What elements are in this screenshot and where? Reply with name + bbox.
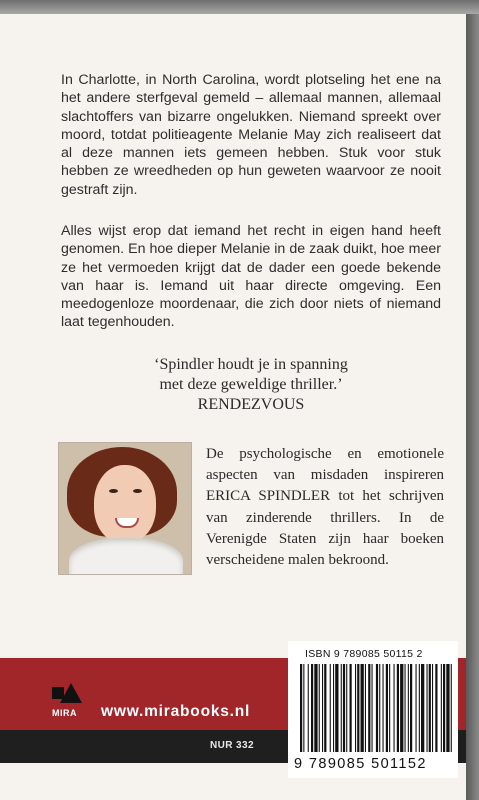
barcode-stripe <box>416 664 417 752</box>
barcode-stripe <box>322 664 323 752</box>
barcode-stripe <box>446 664 449 752</box>
barcode-stripe <box>421 664 424 752</box>
barcode-stripe <box>350 664 352 752</box>
barcode-stripe <box>379 664 380 752</box>
barcode-stripe <box>314 664 317 752</box>
barcode-stripe <box>368 664 370 752</box>
barcode-stripe <box>372 664 373 752</box>
barcode-stripe <box>319 664 320 752</box>
photo-collar <box>69 538 183 575</box>
ean-digits: 9 789085 501152 <box>294 756 427 772</box>
barcode-stripe <box>432 664 433 752</box>
barcode-stripe <box>397 664 399 752</box>
barcode-stripe <box>357 664 359 752</box>
barcode-stripe <box>355 664 356 752</box>
barcode-stripe <box>335 664 338 752</box>
barcode-stripe <box>308 664 309 752</box>
logo-triangle <box>60 683 82 703</box>
barcode-stripe <box>441 664 442 752</box>
review-quote <box>61 355 441 415</box>
barcode-stripe <box>330 664 331 752</box>
barcode-stripe <box>300 664 302 752</box>
barcode-stripe <box>343 664 345 752</box>
barcode-stripe <box>383 664 384 752</box>
barcode-bars <box>298 664 454 752</box>
barcode-stripe <box>303 664 304 752</box>
barcode-stripe <box>389 664 390 752</box>
barcode-stripe <box>443 664 445 752</box>
logo-text: MIRA <box>52 708 77 718</box>
book-edge-shadow <box>466 0 479 800</box>
barcode-stripe <box>394 664 395 752</box>
photo-face <box>94 465 156 543</box>
quote-source: RENDEZVOUS <box>197 396 305 413</box>
barcode-stripe <box>429 664 431 752</box>
isbn-label: ISBN 9 789085 50115 2 <box>305 648 423 660</box>
blurb-paragraph-1: In Charlotte, in North Carolina, wordt plotseling het ene na het andere sterfgeval gemeld – allemaal mannen, allemaal slachtoffers van bizarre ongelukken. Niemand spreekt over moord, totdat politieagente Melanie May zich realiseert dat al deze mannen iets gemeen hebben. Stuk voor stuk hebben ze wreedheden op hun geweten waarvoor ze nooit gestraft zijn. <box>61 72 441 198</box>
publisher-website: www.mirabooks.nl <box>101 703 251 720</box>
barcode-stripe <box>346 664 347 752</box>
photo-eye-right <box>133 489 142 493</box>
barcode-stripe <box>311 664 313 752</box>
barcode-stripe <box>427 664 428 752</box>
barcode-stripe <box>408 664 409 752</box>
barcode-stripe <box>405 664 406 752</box>
barcode-stripe <box>361 664 364 752</box>
barcode-stripe <box>376 664 378 752</box>
barcode-stripe <box>451 664 452 752</box>
barcode-stripe <box>410 664 412 752</box>
barcode-stripe <box>365 664 366 752</box>
quote-line-1: ‘Spindler houdt je in spanning <box>154 356 348 373</box>
photo-eye-left <box>109 489 118 493</box>
barcode-stripe <box>400 664 403 752</box>
author-photo <box>58 442 192 575</box>
barcode-stripe <box>435 664 437 752</box>
barcode-stripe <box>324 664 326 752</box>
author-bio: De psychologische en emotionele aspecten van misdaden inspireren ERICA SPINDLER tot het schrijven van zinderende thrillers. In de Verenigde Staten zijn haar boeken verscheidene malen bekroond. <box>206 446 444 569</box>
book-top-shadow <box>0 0 479 14</box>
barcode-stripe <box>419 664 420 752</box>
quote-line-2: met deze geweldige thriller.’ <box>159 376 343 393</box>
barcode-stripe <box>386 664 388 752</box>
barcode-stripe <box>333 664 334 752</box>
nur-code: NUR 332 <box>210 740 254 751</box>
barcode-stripe <box>341 664 342 752</box>
blurb-paragraph-2: Alles wijst erop dat iemand het recht in eigen hand heeft genomen. En hoe dieper Melanie in de zaak duikt, hoe meer ze het vermoeden krijgt dat de dader een goede bekende van haar is. Iemand uit haar directe omgeving. Een meedogenloze moordenaar, die zich door niets of niemand laat tegenhouden. <box>61 223 441 331</box>
